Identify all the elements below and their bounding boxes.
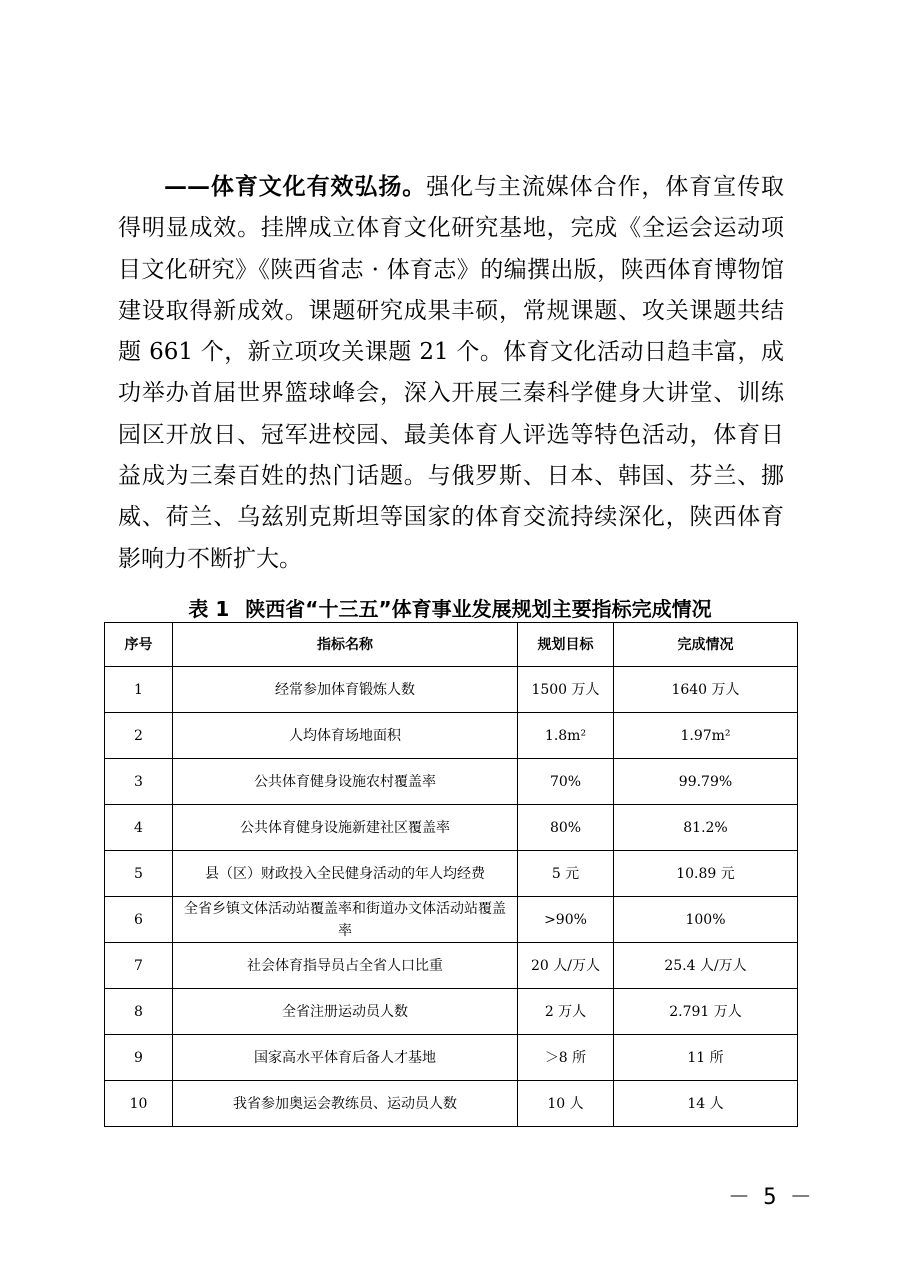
body-paragraph bbox=[118, 166, 784, 580]
cell-index: 10 bbox=[105, 1081, 173, 1127]
table-caption bbox=[104, 593, 796, 622]
page-number: － 5 － bbox=[728, 1185, 812, 1210]
table-body bbox=[105, 667, 798, 1127]
cell-indicator-name: 国家高水平体育后备人才基地 bbox=[173, 1035, 518, 1081]
cell-planned-target: 5 元 bbox=[518, 851, 614, 897]
table-row bbox=[105, 851, 798, 897]
indicator-table bbox=[104, 622, 798, 1127]
cell-completion: 1640 万人 bbox=[614, 667, 798, 713]
cell-index: 6 bbox=[105, 897, 173, 943]
cell-index: 8 bbox=[105, 989, 173, 1035]
cell-indicator-name: 人均体育场地面积 bbox=[173, 713, 518, 759]
cell-planned-target: 1.8m² bbox=[518, 713, 614, 759]
paragraph-body-text: 强化与主流媒体合作，体育宣传取得明显成效。挂牌成立体育文化研究基地，完成《全运会运动项目文化研究》《陕西省志 · 体育志》的编撰出版，陕西体育博物馆建设取得新成效。课题研究成果丰硕，常规课题、攻关课题共结题 661 个，新立项攻关课题 21 个。体育文化活动日趋丰富，成功举办首届世界篮球峰会，深入开展三秦科学健身大讲堂、训练园区开放日、冠军进校园、最美体育人评选等特色活动，体育日益成为三秦百姓的热门话题。与俄罗斯、日本、韩国、芬兰、挪威、荷兰、乌兹别克斯坦等国家的体育交流持续深化，陕西体育影响力不断扩大。 bbox=[118, 174, 785, 572]
cell-planned-target: 2 万人 bbox=[518, 989, 614, 1035]
cell-index: 2 bbox=[105, 713, 173, 759]
header-completion: 完成情况 bbox=[614, 623, 798, 667]
cell-indicator-name: 社会体育指导员占全省人口比重 bbox=[173, 943, 518, 989]
cell-indicator-name: 经常参加体育锻炼人数 bbox=[173, 667, 518, 713]
cell-indicator-name: 公共体育健身设施新建社区覆盖率 bbox=[173, 805, 518, 851]
cell-completion: 25.4 人/万人 bbox=[614, 943, 798, 989]
cell-planned-target: ＞8 所 bbox=[518, 1035, 614, 1081]
cell-index: 1 bbox=[105, 667, 173, 713]
table-row bbox=[105, 897, 798, 943]
table-row bbox=[105, 989, 798, 1035]
header-planned-target: 规划目标 bbox=[518, 623, 614, 667]
cell-indicator-name: 我省参加奥运会教练员、运动员人数 bbox=[173, 1081, 518, 1127]
table-row bbox=[105, 667, 798, 713]
header-index: 序号 bbox=[105, 623, 173, 667]
cell-indicator-name: 全省乡镇文体活动站覆盖率和街道办文体活动站覆盖率 bbox=[173, 897, 518, 943]
cell-indicator-name: 公共体育健身设施农村覆盖率 bbox=[173, 759, 518, 805]
table-caption-number: 表 1 bbox=[188, 597, 230, 621]
cell-index: 9 bbox=[105, 1035, 173, 1081]
table-row bbox=[105, 943, 798, 989]
cell-completion: 99.79% bbox=[614, 759, 798, 805]
cell-completion: 10.89 元 bbox=[614, 851, 798, 897]
cell-completion: 2.791 万人 bbox=[614, 989, 798, 1035]
paragraph-lead-heading: ——体育文化有效弘扬。 bbox=[164, 173, 427, 200]
cell-indicator-name: 全省注册运动员人数 bbox=[173, 989, 518, 1035]
cell-planned-target: 70% bbox=[518, 759, 614, 805]
cell-index: 7 bbox=[105, 943, 173, 989]
table-row bbox=[105, 713, 798, 759]
table-row bbox=[105, 1035, 798, 1081]
cell-completion: 100% bbox=[614, 897, 798, 943]
cell-planned-target: 80% bbox=[518, 805, 614, 851]
header-indicator-name: 指标名称 bbox=[173, 623, 518, 667]
table-row bbox=[105, 759, 798, 805]
cell-index: 3 bbox=[105, 759, 173, 805]
cell-completion: 14 人 bbox=[614, 1081, 798, 1127]
cell-index: 4 bbox=[105, 805, 173, 851]
cell-completion: 81.2% bbox=[614, 805, 798, 851]
table-caption-title: 陕西省“十三五”体育事业发展规划主要指标完成情况 bbox=[245, 597, 712, 621]
cell-planned-target: 10 人 bbox=[518, 1081, 614, 1127]
cell-completion: 11 所 bbox=[614, 1035, 798, 1081]
cell-planned-target: 20 人/万人 bbox=[518, 943, 614, 989]
cell-planned-target: 1500 万人 bbox=[518, 667, 614, 713]
cell-completion: 1.97m² bbox=[614, 713, 798, 759]
table-header-row bbox=[105, 623, 798, 667]
cell-planned-target: >90% bbox=[518, 897, 614, 943]
cell-index: 5 bbox=[105, 851, 173, 897]
table-row bbox=[105, 805, 798, 851]
table-row bbox=[105, 1081, 798, 1127]
cell-indicator-name: 县（区）财政投入全民健身活动的年人均经费 bbox=[173, 851, 518, 897]
